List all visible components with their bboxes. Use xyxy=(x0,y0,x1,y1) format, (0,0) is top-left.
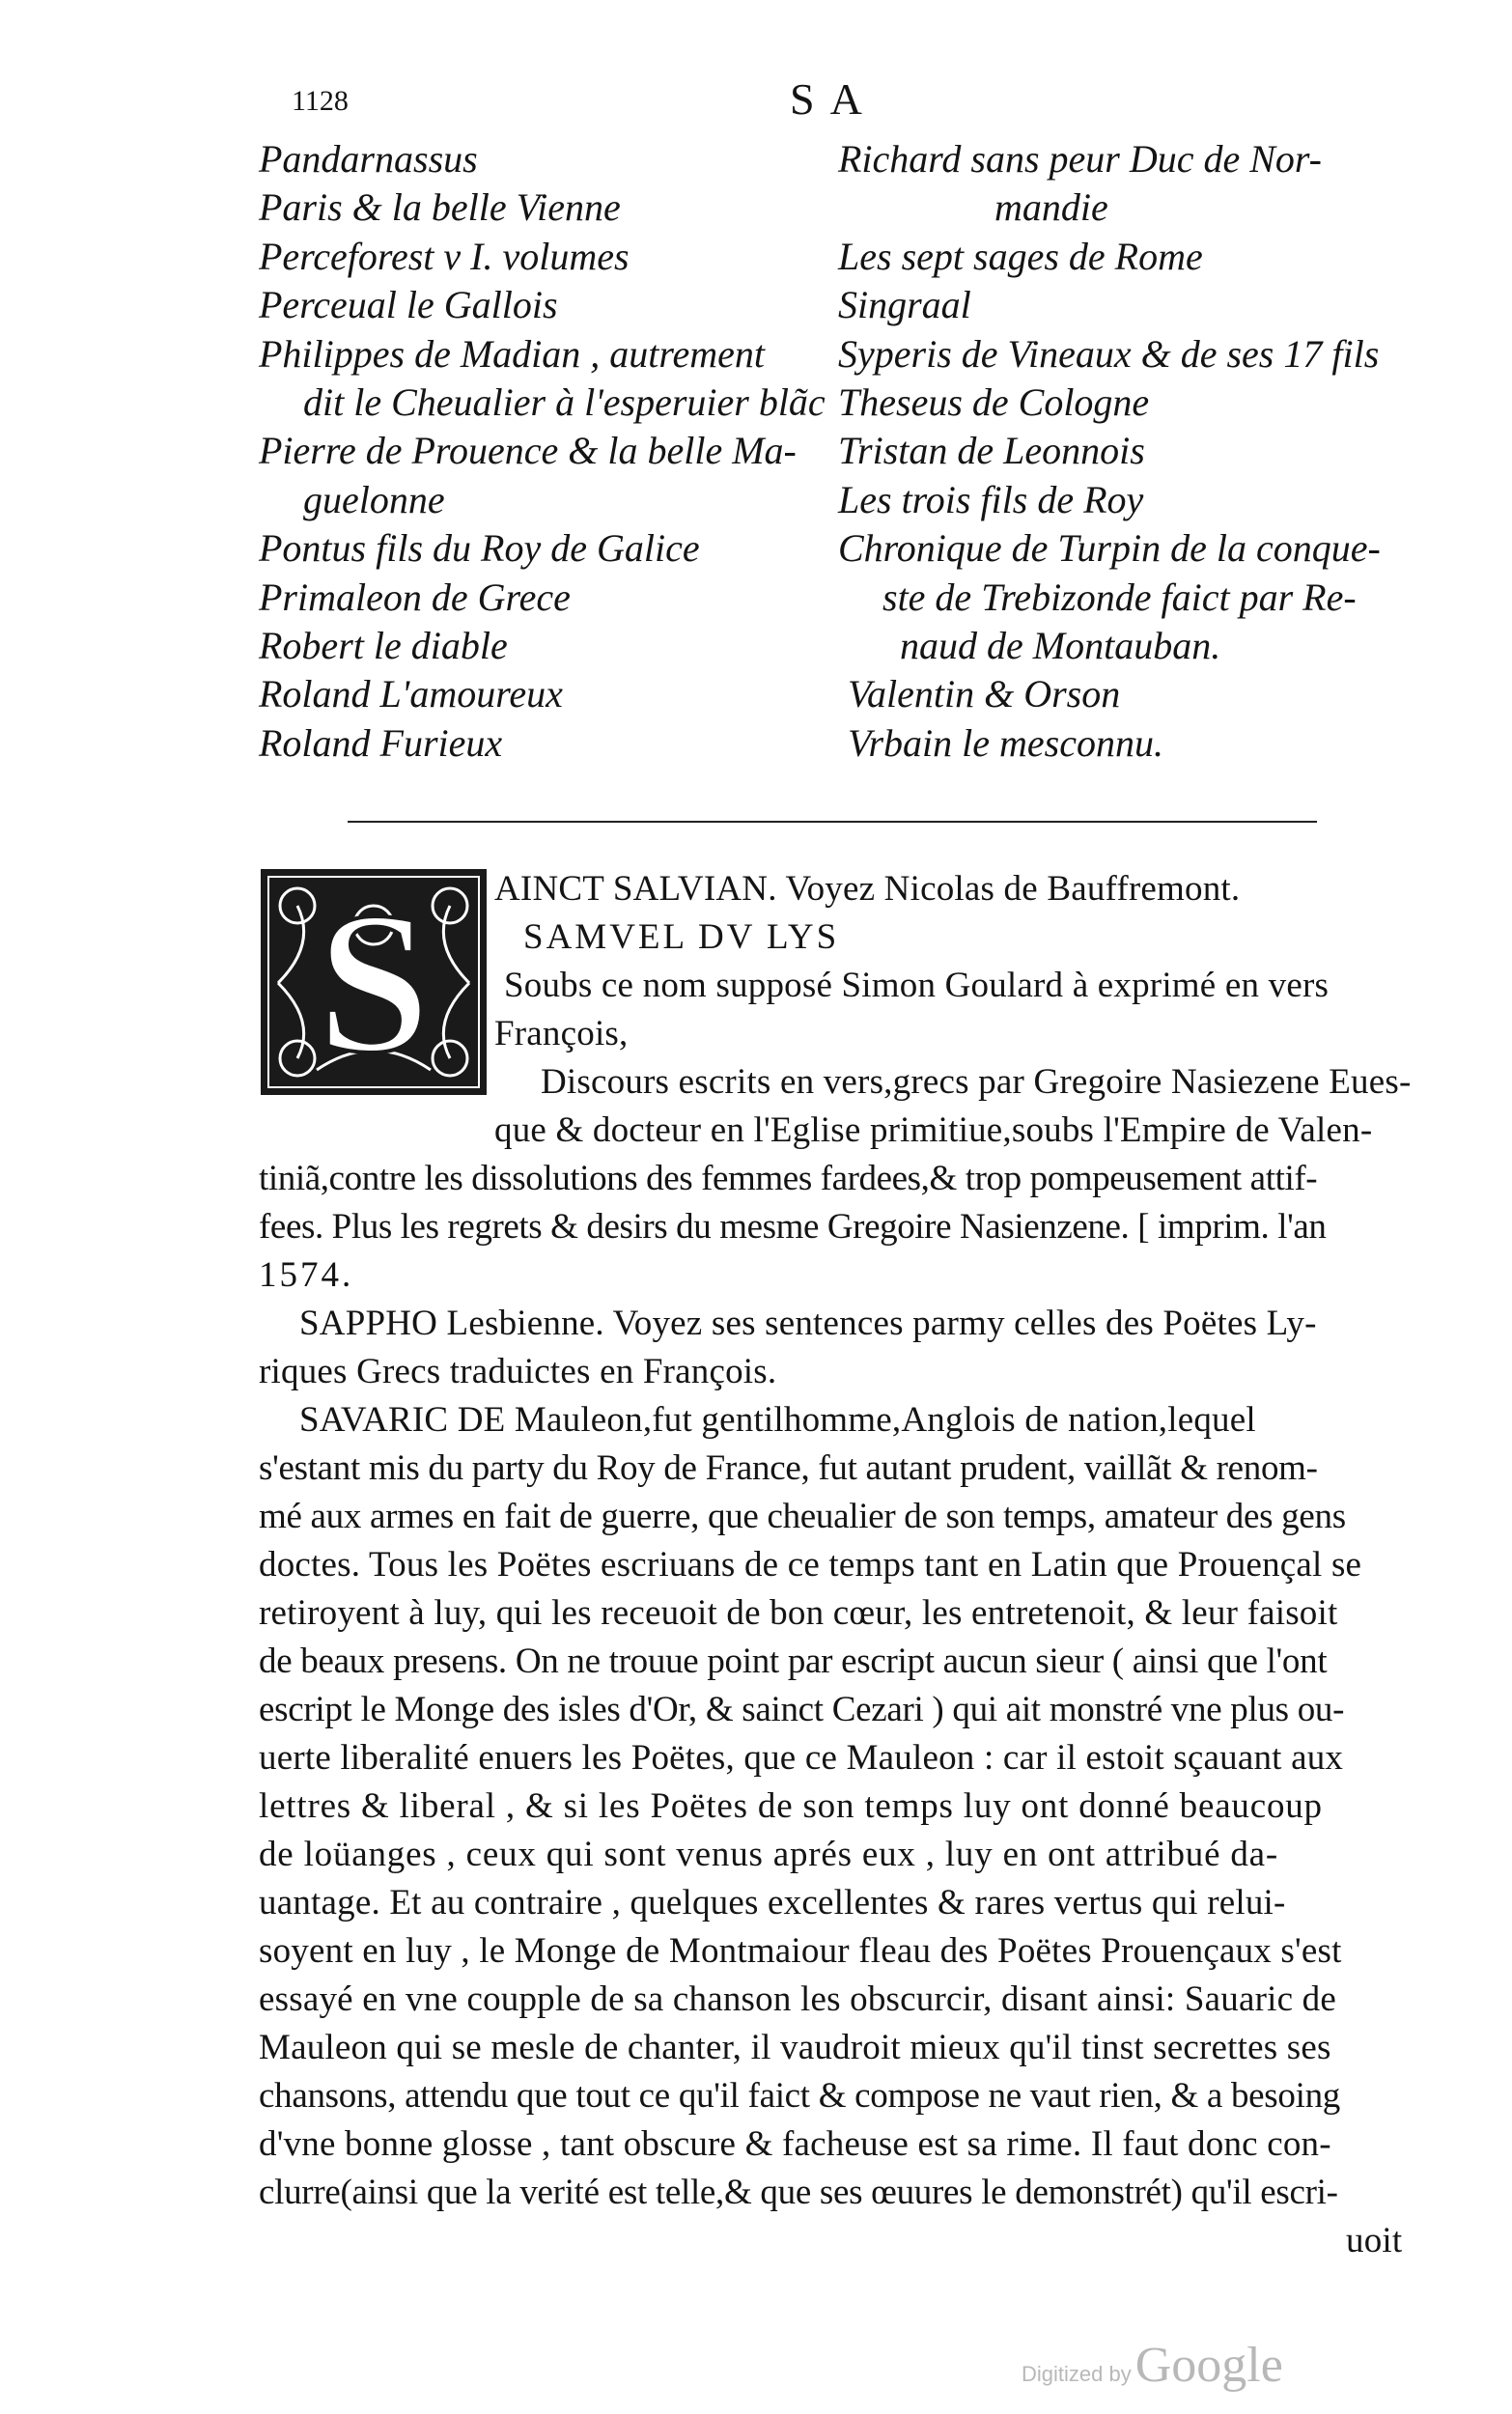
list-item: Tristan de Leonnois xyxy=(838,429,1145,473)
google-watermark xyxy=(1022,2337,1283,2394)
catchword: uoit xyxy=(1346,2221,1403,2260)
list-item: Roland Furieux xyxy=(259,720,503,765)
body-line: Soubs ce nom supposé Simon Goulard à exprimé en vers xyxy=(504,966,1330,1005)
list-item: mandie xyxy=(994,185,1108,230)
body-line: tiniã,contre les dissolutions des femmes fardees,& trop pompeusement attif- xyxy=(259,1159,1318,1198)
section-divider xyxy=(348,821,1317,823)
list-item: ste de Trebizonde faict par Re- xyxy=(882,575,1357,619)
list-item: Theseus de Cologne xyxy=(838,380,1150,425)
body-line: uantage. Et au contraire , quelques excellentes & rares vertus qui relui- xyxy=(259,1883,1286,1923)
body-line: Discours escrits en vers,grecs par Gregoire Nasiezene Eues- xyxy=(541,1062,1412,1102)
list-item: Primaleon de Grece xyxy=(259,575,571,619)
initial-letter: S xyxy=(317,871,431,1095)
list-item: Perceforest v I. volumes xyxy=(259,234,630,278)
body-line: de loüanges , ceux qui sont venus aprés eux , luy en ont attribué da- xyxy=(259,1835,1278,1874)
running-head: SA xyxy=(790,74,878,124)
body-line: riques Grecs traduictes en François. xyxy=(259,1352,777,1391)
body-line: chansons, attendu que tout ce qu'il faict & compose ne vaut rien, & a besoing xyxy=(259,2076,1340,2116)
body-line: uerte liberalité enuers les Poëtes, que ce Mauleon : car il estoit sçauant aux xyxy=(259,1738,1344,1778)
list-item: Valentin & Orson xyxy=(848,672,1121,716)
body-line: fees. Plus les regrets & desirs du mesme Gregoire Nasienzene. [ imprim. l'an xyxy=(259,1207,1327,1247)
body-line: clurre(ainsi que la verité est telle,& que ses œuures le demonstrét) qu'il escri- xyxy=(259,2173,1338,2212)
body-line: s'estant mis du party du Roy de France, fut autant prudent, vaillãt & renom- xyxy=(259,1448,1318,1488)
body-line: AINCT SALVIAN. Voyez Nicolas de Bauffremont. xyxy=(494,869,1241,909)
page-number: 1128 xyxy=(292,85,349,117)
list-item: guelonne xyxy=(303,477,445,521)
body-line: soyent en luy , le Monge de Montmaiour fleau des Poëtes Prouençaux s'est xyxy=(259,1931,1342,1971)
watermark-logo: Google xyxy=(1134,2338,1283,2393)
watermark-caption: Digitized by xyxy=(1022,2362,1132,2386)
left-title-column xyxy=(259,135,838,768)
list-item: Les trois fils de Roy xyxy=(838,477,1144,521)
body-line: retiroyent à luy, qui les receuoit de bon cœur, les entretenoit, & leur faisoit xyxy=(259,1593,1338,1633)
list-item: Les sept sages de Rome xyxy=(838,234,1203,278)
body-line: de beaux presens. On ne trouue point par escript aucun sieur ( ainsi que l'ont xyxy=(259,1642,1328,1681)
decorated-initial xyxy=(259,867,489,1097)
list-item: Pandarnassus xyxy=(259,137,478,181)
body-line: François, xyxy=(494,1014,629,1053)
body-line: doctes. Tous les Poëtes escriuans de ce temps tant en Latin que Prouençal se xyxy=(259,1545,1362,1585)
list-item: Vrbain le mesconnu. xyxy=(848,720,1163,765)
list-item: Philippes de Madian , autrement xyxy=(259,331,765,376)
list-item: Robert le diable xyxy=(259,624,508,668)
body-line: que & docteur en l'Eglise primitiue,soubs l'Empire de Valen- xyxy=(494,1110,1373,1150)
list-item: Richard sans peur Duc de Nor- xyxy=(838,137,1322,181)
body-line: SAVARIC DE Mauleon,fut gentilhomme,Anglois de nation,lequel xyxy=(299,1400,1256,1440)
ornament-frame-icon xyxy=(259,867,489,1097)
list-item: Roland L'amoureux xyxy=(259,672,563,716)
list-item: Syperis de Vineaux & de ses 17 fils xyxy=(838,331,1380,376)
list-item: Chronique de Turpin de la conque- xyxy=(838,526,1381,571)
body-line: 1574. xyxy=(259,1255,354,1295)
body-line: mé aux armes en fait de guerre, que cheualier de son temps, amateur des gens xyxy=(259,1497,1346,1536)
list-item: Paris & la belle Vienne xyxy=(259,185,621,230)
list-item: dit le Cheualier à l'esperuier blãc xyxy=(303,380,826,425)
body-line: SAPPHO Lesbienne. Voyez ses sentences parmy celles des Poëtes Ly- xyxy=(299,1304,1317,1343)
list-item: Pierre de Prouence & la belle Ma- xyxy=(259,429,797,473)
body-line: d'vne bonne glosse , tant obscure & facheuse est sa rime. Il faut donc con- xyxy=(259,2124,1331,2164)
body-line: escript le Monge des isles d'Or, & sainct Cezari ) qui ait monstré vne plus ou- xyxy=(259,1690,1345,1729)
list-item: Singraal xyxy=(838,283,971,327)
body-line: essayé en vne coupple de sa chanson les obscurcir, disant ainsi: Sauaric de xyxy=(259,1979,1336,2019)
entry-heading: SAMVEL DV LYS xyxy=(523,917,840,957)
list-item: Perceual le Gallois xyxy=(259,283,558,327)
body-line: Mauleon qui se mesle de chanter, il vaudroit mieux qu'il tinst secrettes ses xyxy=(259,2028,1331,2067)
body-line: lettres & liberal , & si les Poëtes de son temps luy ont donné beaucoup xyxy=(259,1786,1323,1826)
list-item: Pontus fils du Roy de Galice xyxy=(259,526,700,571)
right-title-column xyxy=(838,135,1417,768)
list-item: naud de Montauban. xyxy=(900,624,1221,668)
